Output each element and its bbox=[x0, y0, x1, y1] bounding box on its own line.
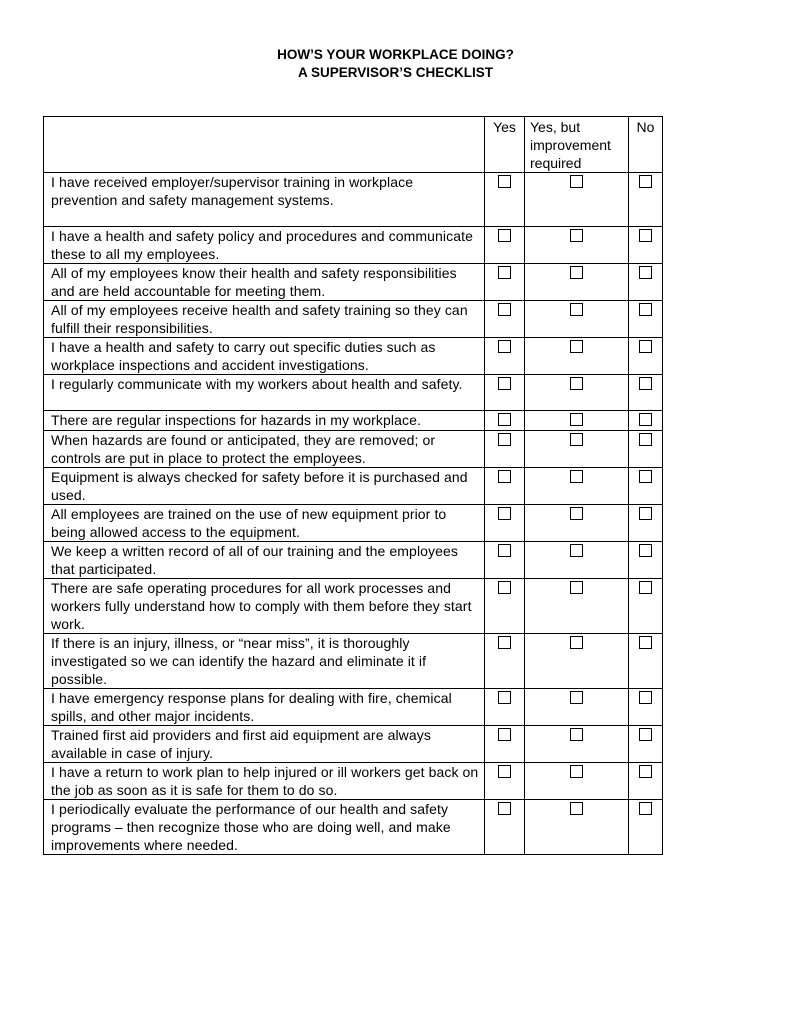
table-row bbox=[44, 173, 663, 227]
table-row bbox=[44, 505, 663, 542]
yes-but-cell bbox=[525, 301, 629, 338]
no-checkbox[interactable] bbox=[639, 470, 652, 483]
yes-cell bbox=[485, 264, 525, 301]
yes-checkbox[interactable] bbox=[498, 340, 511, 353]
yes-but-cell bbox=[525, 726, 629, 763]
no-cell bbox=[629, 411, 663, 431]
yes-but-checkbox[interactable] bbox=[570, 765, 583, 778]
yes-cell bbox=[485, 726, 525, 763]
yes-but-checkbox[interactable] bbox=[570, 266, 583, 279]
yes-checkbox[interactable] bbox=[498, 377, 511, 390]
yes-cell bbox=[485, 227, 525, 264]
yes-checkbox[interactable] bbox=[498, 507, 511, 520]
table-row bbox=[44, 579, 663, 634]
item-text: All of my employees know their health and safety responsibilities and are held accountable for meeting them. bbox=[51, 265, 457, 299]
no-checkbox[interactable] bbox=[639, 303, 652, 316]
no-checkbox[interactable] bbox=[639, 377, 652, 390]
yes-checkbox[interactable] bbox=[498, 413, 511, 426]
yes-but-cell bbox=[525, 264, 629, 301]
yes-checkbox[interactable] bbox=[498, 802, 511, 815]
no-cell bbox=[629, 505, 663, 542]
yes-checkbox[interactable] bbox=[498, 544, 511, 557]
yes-but-cell bbox=[525, 173, 629, 227]
item-text: I periodically evaluate the performance of our health and safety programs – then recognize those who are doing well, and make improvements where needed. bbox=[51, 801, 451, 853]
yes-but-checkbox[interactable] bbox=[570, 229, 583, 242]
table-row bbox=[44, 411, 663, 431]
no-cell bbox=[629, 173, 663, 227]
no-cell bbox=[629, 542, 663, 579]
header-row bbox=[44, 117, 663, 173]
yes-but-cell bbox=[525, 579, 629, 634]
yes-cell bbox=[485, 763, 525, 800]
item-cell bbox=[44, 800, 485, 855]
yes-but-checkbox[interactable] bbox=[570, 581, 583, 594]
yes-checkbox[interactable] bbox=[498, 581, 511, 594]
yes-cell bbox=[485, 689, 525, 726]
yes-but-checkbox[interactable] bbox=[570, 433, 583, 446]
table-row bbox=[44, 264, 663, 301]
yes-but-checkbox[interactable] bbox=[570, 303, 583, 316]
no-checkbox[interactable] bbox=[639, 507, 652, 520]
yes-but-checkbox[interactable] bbox=[570, 413, 583, 426]
yes-checkbox[interactable] bbox=[498, 636, 511, 649]
no-checkbox[interactable] bbox=[639, 413, 652, 426]
no-checkbox[interactable] bbox=[639, 802, 652, 815]
item-cell bbox=[44, 726, 485, 763]
item-cell bbox=[44, 634, 485, 689]
yes-checkbox[interactable] bbox=[498, 728, 511, 741]
table-row bbox=[44, 542, 663, 579]
item-text: If there is an injury, illness, or “near miss”, it is thoroughly investigated so we can identify the hazard and eliminate it if possible. bbox=[51, 635, 427, 687]
no-checkbox[interactable] bbox=[639, 765, 652, 778]
item-cell bbox=[44, 411, 485, 431]
table-row bbox=[44, 800, 663, 855]
item-text: There are regular inspections for hazards in my workplace. bbox=[51, 412, 421, 428]
yes-checkbox[interactable] bbox=[498, 175, 511, 188]
header-no bbox=[629, 117, 663, 173]
no-checkbox[interactable] bbox=[639, 728, 652, 741]
item-cell bbox=[44, 689, 485, 726]
item-text: All employees are trained on the use of new equipment prior to being allowed access to the equipment. bbox=[51, 506, 447, 540]
title-line-1: HOW’S YOUR WORKPLACE DOING? bbox=[277, 47, 514, 62]
no-cell bbox=[629, 431, 663, 468]
yes-but-cell bbox=[525, 800, 629, 855]
yes-cell bbox=[485, 338, 525, 375]
no-cell bbox=[629, 800, 663, 855]
yes-cell bbox=[485, 301, 525, 338]
yes-but-checkbox[interactable] bbox=[570, 470, 583, 483]
yes-but-cell bbox=[525, 763, 629, 800]
yes-but-cell bbox=[525, 634, 629, 689]
no-cell bbox=[629, 634, 663, 689]
table-row bbox=[44, 227, 663, 264]
yes-checkbox[interactable] bbox=[498, 229, 511, 242]
yes-but-cell bbox=[525, 542, 629, 579]
no-checkbox[interactable] bbox=[639, 691, 652, 704]
item-text: Equipment is always checked for safety before it is purchased and used. bbox=[51, 469, 468, 503]
item-text: There are safe operating procedures for all work processes and workers fully understand how to comply with them before they start work. bbox=[51, 580, 472, 632]
yes-but-cell bbox=[525, 689, 629, 726]
yes-checkbox[interactable] bbox=[498, 266, 511, 279]
item-cell bbox=[44, 338, 485, 375]
yes-but-cell bbox=[525, 468, 629, 505]
header-yes-but-label-2: improvement bbox=[530, 137, 611, 153]
table-row bbox=[44, 468, 663, 505]
yes-but-cell bbox=[525, 431, 629, 468]
item-text: All of my employees receive health and safety training so they can fulfill their responsibilities. bbox=[51, 302, 468, 336]
yes-cell bbox=[485, 579, 525, 634]
no-cell bbox=[629, 689, 663, 726]
header-yes-but-label-3: required bbox=[530, 155, 582, 171]
table-row bbox=[44, 301, 663, 338]
yes-cell bbox=[485, 634, 525, 689]
yes-but-checkbox[interactable] bbox=[570, 728, 583, 741]
no-checkbox[interactable] bbox=[639, 433, 652, 446]
item-cell bbox=[44, 579, 485, 634]
checklist-table bbox=[43, 116, 663, 855]
yes-but-checkbox[interactable] bbox=[570, 636, 583, 649]
yes-but-checkbox[interactable] bbox=[570, 175, 583, 188]
table-row bbox=[44, 726, 663, 763]
item-text: Trained first aid providers and first aid equipment are always available in case of injury. bbox=[51, 727, 431, 761]
yes-cell bbox=[485, 375, 525, 411]
yes-cell bbox=[485, 431, 525, 468]
yes-but-checkbox[interactable] bbox=[570, 340, 583, 353]
no-checkbox[interactable] bbox=[639, 229, 652, 242]
no-checkbox[interactable] bbox=[639, 544, 652, 557]
no-cell bbox=[629, 301, 663, 338]
header-yes-but bbox=[525, 117, 629, 173]
yes-checkbox[interactable] bbox=[498, 691, 511, 704]
page-title bbox=[0, 46, 791, 82]
yes-but-checkbox[interactable] bbox=[570, 377, 583, 390]
yes-but-cell bbox=[525, 338, 629, 375]
no-checkbox[interactable] bbox=[639, 636, 652, 649]
table-row bbox=[44, 431, 663, 468]
item-text: I have a health and safety to carry out specific duties such as workplace inspections and accident investigations. bbox=[51, 339, 436, 373]
no-checkbox[interactable] bbox=[639, 581, 652, 594]
yes-but-cell bbox=[525, 227, 629, 264]
table-row bbox=[44, 689, 663, 726]
no-cell bbox=[629, 468, 663, 505]
yes-checkbox[interactable] bbox=[498, 433, 511, 446]
header-yes-but-label-1: Yes, but bbox=[530, 119, 581, 135]
no-checkbox[interactable] bbox=[639, 266, 652, 279]
yes-checkbox[interactable] bbox=[498, 303, 511, 316]
yes-but-checkbox[interactable] bbox=[570, 544, 583, 557]
item-cell bbox=[44, 173, 485, 227]
item-cell bbox=[44, 542, 485, 579]
no-cell bbox=[629, 338, 663, 375]
no-checkbox[interactable] bbox=[639, 340, 652, 353]
item-cell bbox=[44, 301, 485, 338]
yes-cell bbox=[485, 173, 525, 227]
item-text: I have a return to work plan to help injured or ill workers get back on the job as soon as it is safe for them to do so. bbox=[51, 764, 479, 798]
header-no-label: No bbox=[636, 119, 655, 135]
item-cell bbox=[44, 227, 485, 264]
item-text: I have received employer/supervisor training in workplace prevention and safety management systems. bbox=[51, 174, 414, 208]
no-cell bbox=[629, 227, 663, 264]
header-yes bbox=[485, 117, 525, 173]
yes-but-checkbox[interactable] bbox=[570, 691, 583, 704]
no-cell bbox=[629, 264, 663, 301]
no-cell bbox=[629, 763, 663, 800]
yes-but-cell bbox=[525, 505, 629, 542]
no-cell bbox=[629, 726, 663, 763]
item-text: I have emergency response plans for dealing with fire, chemical spills, and other major incidents. bbox=[51, 690, 452, 724]
item-text: I regularly communicate with my workers about health and safety. bbox=[51, 376, 463, 392]
header-item-cell bbox=[44, 117, 485, 173]
table-row bbox=[44, 338, 663, 375]
item-text: We keep a written record of all of our training and the employees that participated. bbox=[51, 543, 459, 577]
item-cell bbox=[44, 468, 485, 505]
no-checkbox[interactable] bbox=[639, 175, 652, 188]
yes-but-checkbox[interactable] bbox=[570, 802, 583, 815]
item-text: When hazards are found or anticipated, they are removed; or controls are put in place to protect the employees. bbox=[51, 432, 436, 466]
yes-cell bbox=[485, 468, 525, 505]
table-row bbox=[44, 375, 663, 411]
item-cell bbox=[44, 763, 485, 800]
title-line-2: A SUPERVISOR’S CHECKLIST bbox=[297, 65, 494, 80]
yes-cell bbox=[485, 411, 525, 431]
no-cell bbox=[629, 579, 663, 634]
table-row bbox=[44, 763, 663, 800]
item-cell bbox=[44, 375, 485, 411]
table-row bbox=[44, 634, 663, 689]
header-yes-label: Yes bbox=[493, 119, 516, 135]
yes-but-checkbox[interactable] bbox=[570, 507, 583, 520]
item-cell bbox=[44, 505, 485, 542]
yes-checkbox[interactable] bbox=[498, 470, 511, 483]
no-cell bbox=[629, 375, 663, 411]
yes-cell bbox=[485, 800, 525, 855]
item-cell bbox=[44, 431, 485, 468]
yes-checkbox[interactable] bbox=[498, 765, 511, 778]
item-text: I have a health and safety policy and procedures and communicate these to all my employees. bbox=[51, 228, 473, 262]
yes-but-cell bbox=[525, 375, 629, 411]
yes-but-cell bbox=[525, 411, 629, 431]
item-cell bbox=[44, 264, 485, 301]
yes-cell bbox=[485, 505, 525, 542]
yes-cell bbox=[485, 542, 525, 579]
